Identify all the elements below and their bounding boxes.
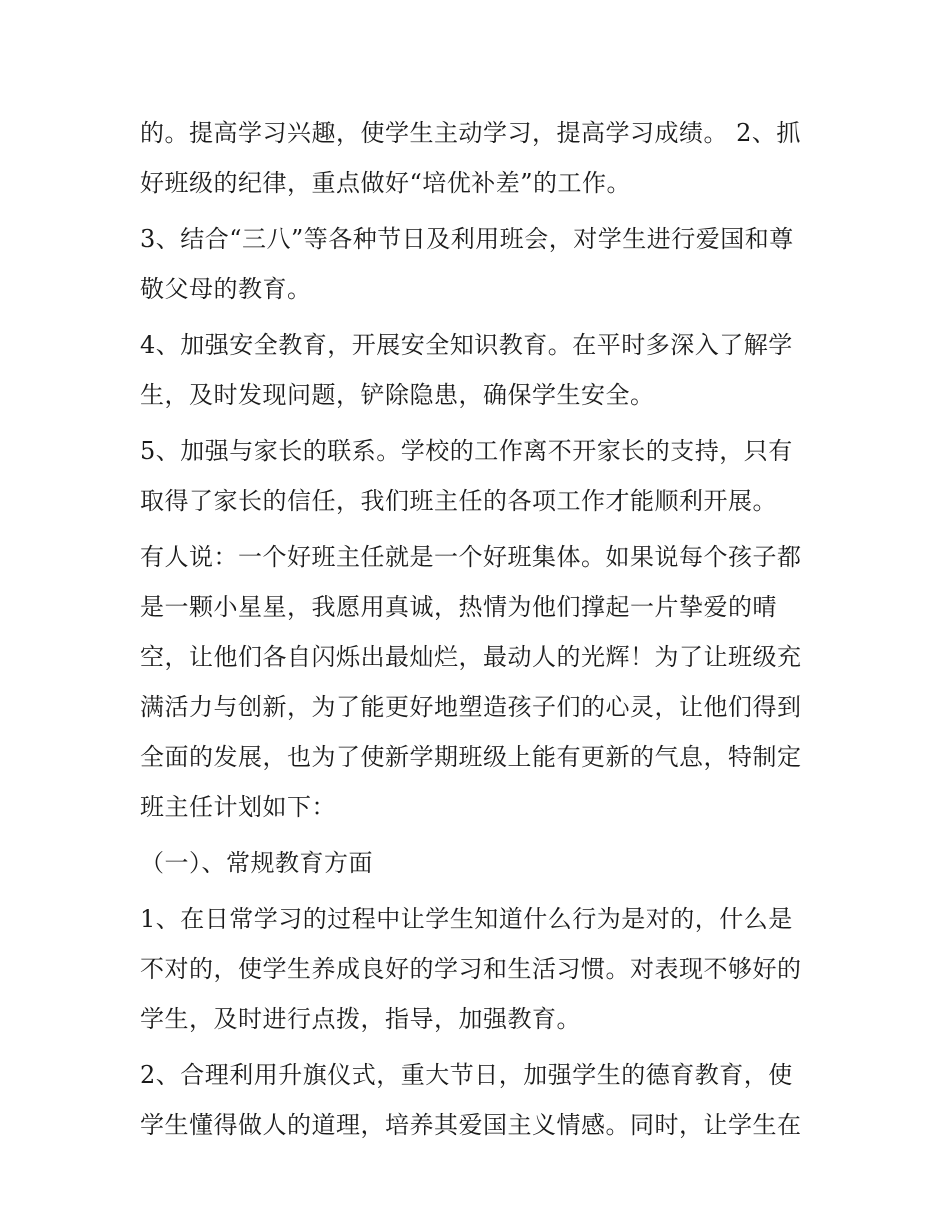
text-line: 5、加强与家长的联系。学校的工作离不开家长的支持，只有 xyxy=(140,437,793,465)
text-line: 1、在日常学习的过程中让学生知道什么行为是对的，什么是 xyxy=(140,905,793,933)
text-line: 不对的，使学生养成良好的学习和生活习惯。对表现不够好的 xyxy=(140,955,802,983)
text-line: 是一颗小星星，我愿用真诚，热情为他们撑起一片挚爱的晴 xyxy=(140,593,777,621)
text-line: 满活力与创新，为了能更好地塑造孩子们的心灵，让他们得到 xyxy=(140,693,802,721)
text-line: 2、合理利用升旗仪式，重大节日，加强学生的德育教育，使 xyxy=(140,1061,793,1089)
paragraph xyxy=(140,320,820,420)
text-line: 好班级的纪律，重点做好“培优补差”的工作。 xyxy=(140,169,632,197)
text-line: 空，让他们各自闪烁出最灿烂，最动人的光辉！为了让班级充 xyxy=(140,643,802,671)
document-body xyxy=(140,108,820,1156)
text-line: 生，及时发现问题，铲除隐患，确保学生安全。 xyxy=(140,381,655,409)
text-line: 3、结合“三八”等各种节日及利用班会，对学生进行爱国和尊 xyxy=(140,225,794,253)
text-line: 取得了家长的信任，我们班主任的各项工作才能顺利开展。 xyxy=(140,487,777,515)
text-line: 敬父母的教育。 xyxy=(140,275,312,303)
paragraph xyxy=(140,532,820,832)
text-line: 全面的发展，也为了使新学期班级上能有更新的气息，特制定 xyxy=(140,743,802,771)
text-line: 有人说：一个好班主任就是一个好班集体。如果说每个孩子都 xyxy=(140,543,802,571)
paragraph xyxy=(140,214,820,314)
text-line: （一）、常规教育方面 xyxy=(140,849,373,877)
text-line: 学生懂得做人的道理，培养其爱国主义情感。同时，让学生在 xyxy=(140,1111,802,1139)
text-line: 班主任计划如下： xyxy=(140,793,336,821)
text-line: 学生，及时进行点拨，指导，加强教育。 xyxy=(140,1005,581,1033)
text-line: 的。提高学习兴趣，使学生主动学习，提高学习成绩。 2、抓 xyxy=(140,119,801,147)
section-heading xyxy=(140,838,820,888)
paragraph xyxy=(140,894,820,1044)
text-line: 4、加强安全教育，开展安全知识教育。在平时多深入了解学 xyxy=(140,331,793,359)
paragraph xyxy=(140,1050,820,1150)
paragraph xyxy=(140,426,820,526)
paragraph xyxy=(140,108,820,208)
